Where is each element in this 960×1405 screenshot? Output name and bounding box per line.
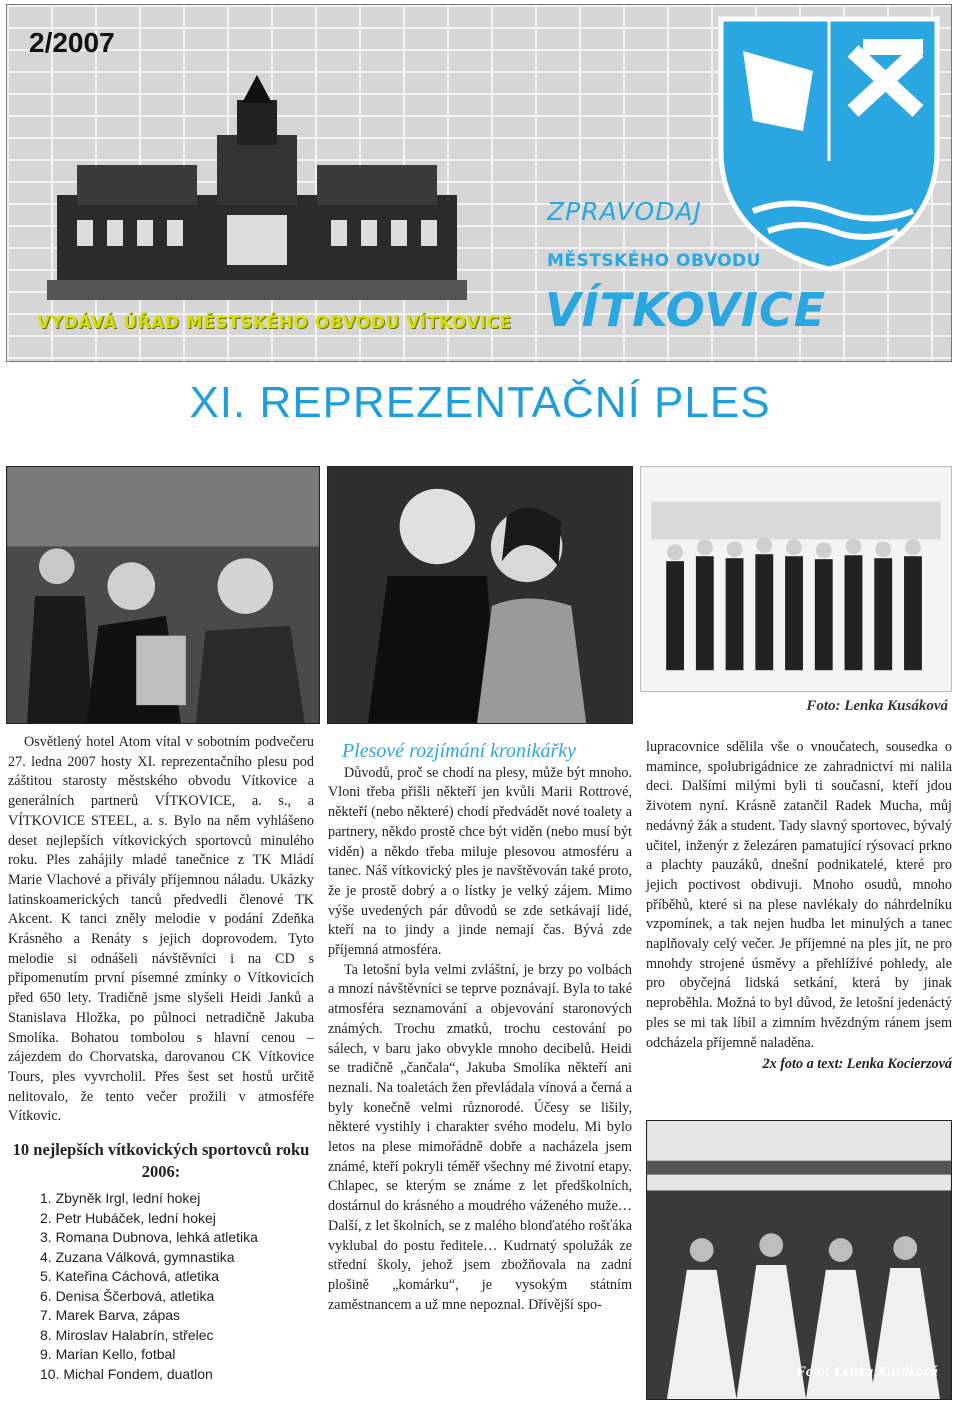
photo-credit: Foto: Lenka Kusáková <box>806 698 948 714</box>
top10-list <box>8 1189 314 1384</box>
list-item: 10. Michal Fondem, duatlon <box>40 1365 213 1382</box>
photo-dancers <box>646 1120 952 1400</box>
list-item: 6. Denisa Ščerbová, atletika <box>40 1287 215 1304</box>
list-item: 2. Petr Hubáček, lední hokej <box>40 1209 216 1226</box>
list-item: 3. Romana Dubnova, lehká atletika <box>40 1229 258 1246</box>
article-paragraph-2: Ta letošní byla velmi zvláštní, je brzy po volbách a mnozí návštěvníci se teprve poznávají. Byla to také atmosféra seznamování a objevování staronových známých. Trochu zmatků, trochu cestování po sálech, v baru jako obvykle mnoho decibelů. Heidi se tradičně „čančala“, Jakuba Smolíka někteří ani neznali. Na toaletách žen převládala vínová a černá a byly konečně velmi různorodé. Účesy se lišily, některé vystihly i charakter svého modelu. Mi bylo letos na plese mimořádně dobře a nacházela jsem známé, kteří pokryli téměř všechny mé životní etapy. Chlapec, se kterým se známe z let předškolních, dostárnul do krásného a moudrého váženého muže… Další, z let školních, se z malého blonďatého rošťáka vyklubal do postu ředitele… Kudrnatý spolužák ze střední školy, jehož jsem zbožňovala na zadní plošině „komárku“, je vysokým státním zaměstnancem a už mne nepoznal. Dřívější spo- <box>328 961 632 1313</box>
article-paragraph-1: Důvodů, proč se chodí na plesy, může být mnoho. Vloni třeba přišli někteří jen kvůli Marii Rottrové, někteří (nebo některé) chodí předvádět nové toalety a partnery, někdo prostě chce být viděn (nebo musí být viděn) a někdo třeba miluje plesovou atmosféru a tanec. Náš vítkovický ples je navštěvován také proto, že je prostě dobrý a o lístky je velký zájem. Mimo výše uvedených pár důvodů se zde setkávají lidé, kteří na to jindy a jinde nemají čas. Bývá zde příjemná atmosféra. <box>328 764 632 959</box>
coat-of-arms-icon <box>713 11 945 273</box>
author-credit: 2x foto a text: Lenka Kocierzová <box>762 1056 952 1073</box>
column-3 <box>646 738 952 1075</box>
issue-number: 2/2007 <box>29 27 115 58</box>
publisher-line: VYDÁVÁ ÚŘAD MĚSTSKÉHO OBVODU VÍTKOVICE <box>37 313 512 333</box>
title-vitkovice: VÍTKOVICE <box>545 283 827 337</box>
column-1 <box>8 733 314 1384</box>
article-paragraph-3: lupracovnice sdělila vše o vnoučatech, sousedka o mamince, spolubrigádnice ze zahradnictví mi nalila deci. Dalšími milými byli ti současní, kteří jdou životem nyní. Krásně zatančil Radek Mucha, můj nedávný žák a student. Tady slavný sportovec, bývalý učitel, inženýr z železáren pamatující rýsovací prkno a plachty pauzáků, dnešní podnikatelé, které pro jejich poctivost obdivuji. Mnoho osudů, mnoho příběhů, které si na plese navlékaly do náhrdelníku vzpomínek, a tak nejen hudba let minulých a tanec naplňovaly celý večer. Je příjemné na ples jít, ne pro mnohdy strojené úsměvy a přehlížívé pohledy, ale pro obyčejná lidská setkání, která by jinak neproběhla. Možná to byl důvod, že letošní jedenáctý ples se mi tak líbil a zimním hvězdným ránem jsem odcházela příjemně naladěna. <box>646 739 952 1051</box>
title-zpravodaj: ZPRAVODAJ <box>547 197 702 226</box>
list-item: 8. Miroslav Halabrín, střelec <box>40 1326 214 1343</box>
photo-athletes-group <box>640 466 952 692</box>
list-item: 5. Kateřina Cáchová, atletika <box>40 1268 219 1285</box>
list-item: 4. Zuzana Válková, gymnastika <box>40 1248 235 1265</box>
title-mestskeho: MĚSTSKÉHO OBVODU <box>547 251 761 271</box>
list-item: 1. Zbyněk Irgl, lední hokej <box>40 1190 201 1207</box>
photo-award-handover <box>6 466 320 724</box>
list-item: 9. Marian Kello, fotbal <box>40 1346 176 1363</box>
town-hall-illustration <box>47 75 467 300</box>
overlay-photo-credit: Foto: Lenka Kusáková <box>796 1364 938 1380</box>
ball-report-paragraph: Osvětlený hotel Atom vítal v sobotním podvečeru 27. ledna 2007 hosty XI. reprezentačního plesu pod záštitou starosty městského obvodu Vítkovice a generálních partnerů VÍTKOVICE, a. s., a VÍTKOVICE STEEL, a. s. Bylo na něm vyhlášeno deset nejlepších vítkovických sportovců minulého roku. Ples zahájily mladé tanečnice z TK Mládí Marie Vlachové a přivály příjemnou náladu. Ukázky latinskoamerických tanců předvedli členové TK Akcent. K tanci zněly melodie v podání Zdeňka Krásného a Renáty s jejich doprovodem. Tyto melodie si odnášeli návštěvníci i na CD s připomenutím první písemné zmínky o Vítkovicích před 650 lety. Tradičně jsme slyšeli Heidi Janků a Stanislava Hložka, po půlnoci netradičně Jakuba Smolíka. Bohatou tombolou s hlavní cenou – zájezdem do Chorvatska, darovanou CK Vítkovice Tours, ples vyvrcholil. Přes šest set hostů určitě nelitovalo, že tento večer prožili v atmosféře Vítkovic. <box>8 734 314 1125</box>
top10-title: 10 nejlepších vítkovických sportovců roku 2006: <box>12 1140 310 1182</box>
masthead <box>6 4 952 362</box>
photo-couple <box>327 466 633 724</box>
column-2 <box>328 742 632 1315</box>
headline: XI. REPREZENTAČNÍ PLES <box>189 378 771 427</box>
article-title: Plesové rozjímání kronikářky <box>342 740 577 762</box>
list-item: 7. Marek Barva, zápas <box>40 1307 181 1324</box>
